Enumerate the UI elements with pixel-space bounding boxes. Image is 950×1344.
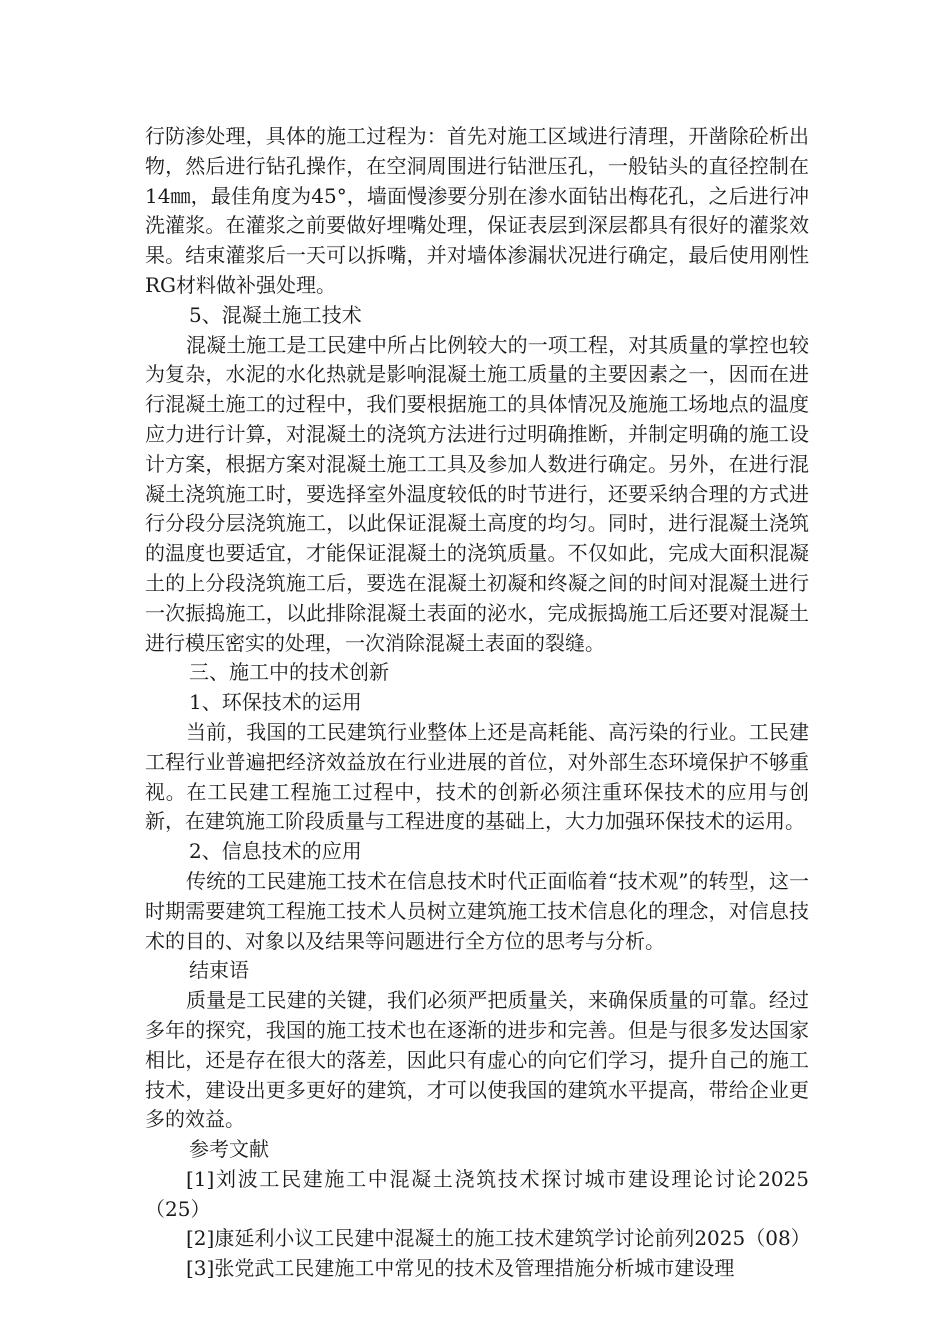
paragraph-information-technology: 传统的工民建施工技术在信息技术时代正面临着“技术观”的转型，这一时期需要建筑工程施工技术人员树立建筑施工技术信息化的理念，对信息技术的目的、对象以及结果等问题进行全方位的思考与分析。 [145,868,809,953]
heading-information-technology: 2、信息技术的应用 [189,839,362,864]
reference-item-3: [3]张党武工民建施工中常见的技术及管理措施分析城市建设理 [186,1256,735,1281]
heading-environmental-technology: 1、环保技术的运用 [189,690,362,715]
heading-conclusion: 结束语 [189,958,249,983]
heading-references: 参考文献 [189,1137,269,1162]
reference-item-1: [1]刘波工民建施工中混凝土浇筑技术探讨城市建设理论讨论2025（25） [145,1166,809,1221]
paragraph-seepage-treatment: 行防渗处理，具体的施工过程为：首先对施工区域进行清理，开凿除砼析出物，然后进行钻孔操作，在空洞周围进行钻泄压孔，一般钻头的直径控制在14㎜，最佳角度为45°，墙面慢渗要分别在渗水面钻出梅花孔，之后进行冲洗灌浆。在灌浆之前要做好埋嘴处理，保证表层到深层都具有很好的灌浆效果。结束灌浆后一天可以拆嘴，并对墙体渗漏状况进行确定，最后使用刚性RG材料做补强处理。 [145,124,809,297]
paragraph-conclusion: 质量是工民建的关键，我们必须严把质量关，来确保质量的可靠。经过多年的探究，我国的施工技术也在逐渐的进步和完善。但是与很多发达国家相比，还是存在很大的落差，因此只有虚心的向它们学习，提升自己的施工技术，建设出更多更好的建筑，才可以使我国的建筑水平提高，带给企业更多的效益。 [145,988,809,1132]
heading-concrete-technique: 5、混凝土施工技术 [189,302,362,327]
paragraph-concrete-technique: 混凝土施工是工民建中所占比例较大的一项工程，对其质量的掌控也较为复杂，水泥的水化热就是影响混凝土施工质量的主要因素之一，因而在进行混凝土施工的过程中，我们要根据施工的具体情况及施施工场地点的温度应力进行计算，对混凝土的浇筑方法进行过明确推断，并制定明确的施工设计方案，根据方案对混凝土施工工具及参加人数进行确定。另外，在进行混凝土浇筑施工时，要选择室外温度较低的时节进行，还要采纳合理的方式进行分段分层浇筑施工，以此保证混凝土高度的均匀。同时，进行混凝土浇筑的温度也要适宜，才能保证混凝土的浇筑质量。不仅如此，完成大面积混凝土的上分段浇筑施工后，要选在混凝土初凝和终凝之间的时间对混凝土进行一次振捣施工，以此排除混凝土表面的泌水，完成振捣施工后还要对混凝土进行模压密实的处理，一次消除混凝土表面的裂缝。 [145,332,809,655]
paragraph-environmental-technology: 当前，我国的工民建筑行业整体上还是高耗能、高污染的行业。工民建工程行业普遍把经济效益放在行业进展的首位，对外部生态环境保护不够重视。在工民建工程施工过程中，技术的创新必须注重环保技术的应用与创新，在建筑施工阶段质量与工程进度的基础上，大力加强环保技术的运用。 [145,719,809,834]
reference-item-2: [2]康延利小议工民建中混凝土的施工技术建筑学讨论前列2025（08） [186,1226,811,1251]
document-body [145,122,809,1284]
heading-technical-innovation: 三、施工中的技术创新 [189,660,389,685]
